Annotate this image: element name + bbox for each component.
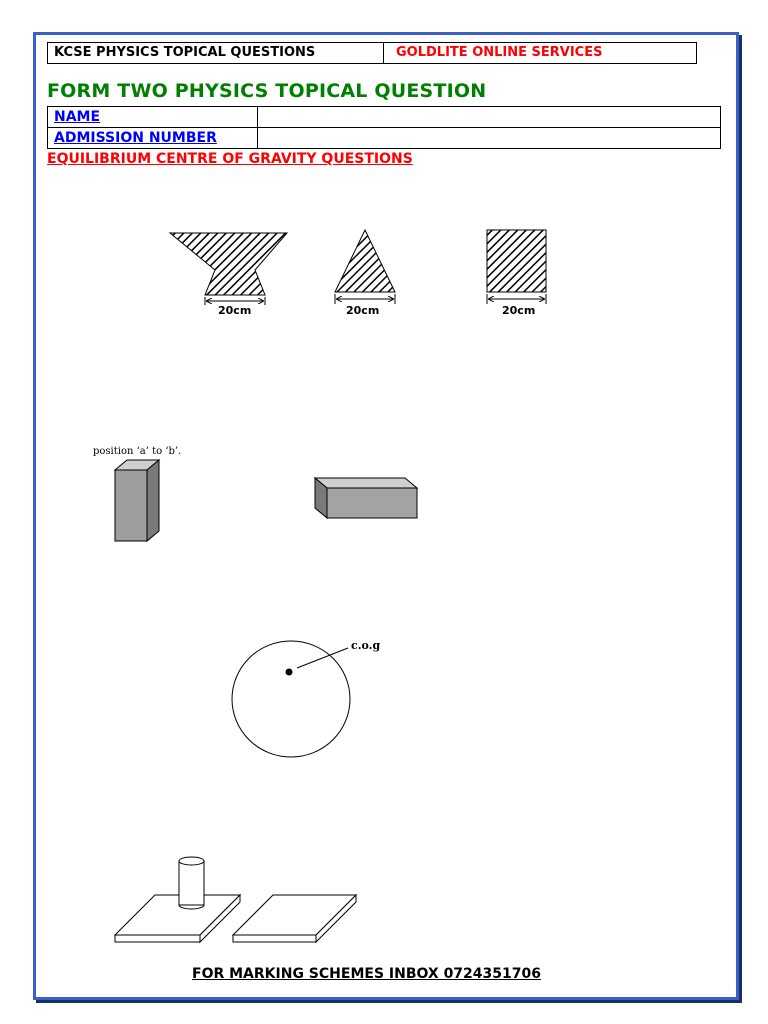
plain-plate: [233, 895, 356, 942]
square-shape: [487, 230, 546, 304]
header-course-title: KCSE PHYSICS TOPICAL QUESTIONS: [48, 43, 384, 63]
header-publisher: GOLDLITE ONLINE SERVICES: [396, 45, 603, 60]
section-title: EQUILIBRIUM CENTRE OF GRAVITY QUESTIONS: [47, 151, 413, 167]
admission-label: ADMISSION NUMBER: [48, 128, 258, 149]
name-label: NAME: [48, 107, 258, 128]
plate-with-cylinder: [115, 857, 240, 942]
upright-block: [115, 460, 159, 541]
shape3-width-label: 20cm: [502, 304, 536, 317]
disc-with-cog: [232, 641, 350, 757]
lying-block: [315, 478, 417, 518]
funnel-shape: [170, 233, 287, 305]
triangle-shape: [335, 230, 395, 304]
shape1-width-label: 20cm: [218, 304, 252, 317]
page-title: FORM TWO PHYSICS TOPICAL QUESTION: [47, 80, 487, 102]
position-caption: position ‘a’ to ‘b’.: [93, 446, 182, 457]
shape2-width-label: 20cm: [346, 304, 380, 317]
cog-label: c.o.g: [351, 639, 381, 652]
footer-contact: FOR MARKING SCHEMES INBOX 0724351706: [192, 966, 541, 982]
